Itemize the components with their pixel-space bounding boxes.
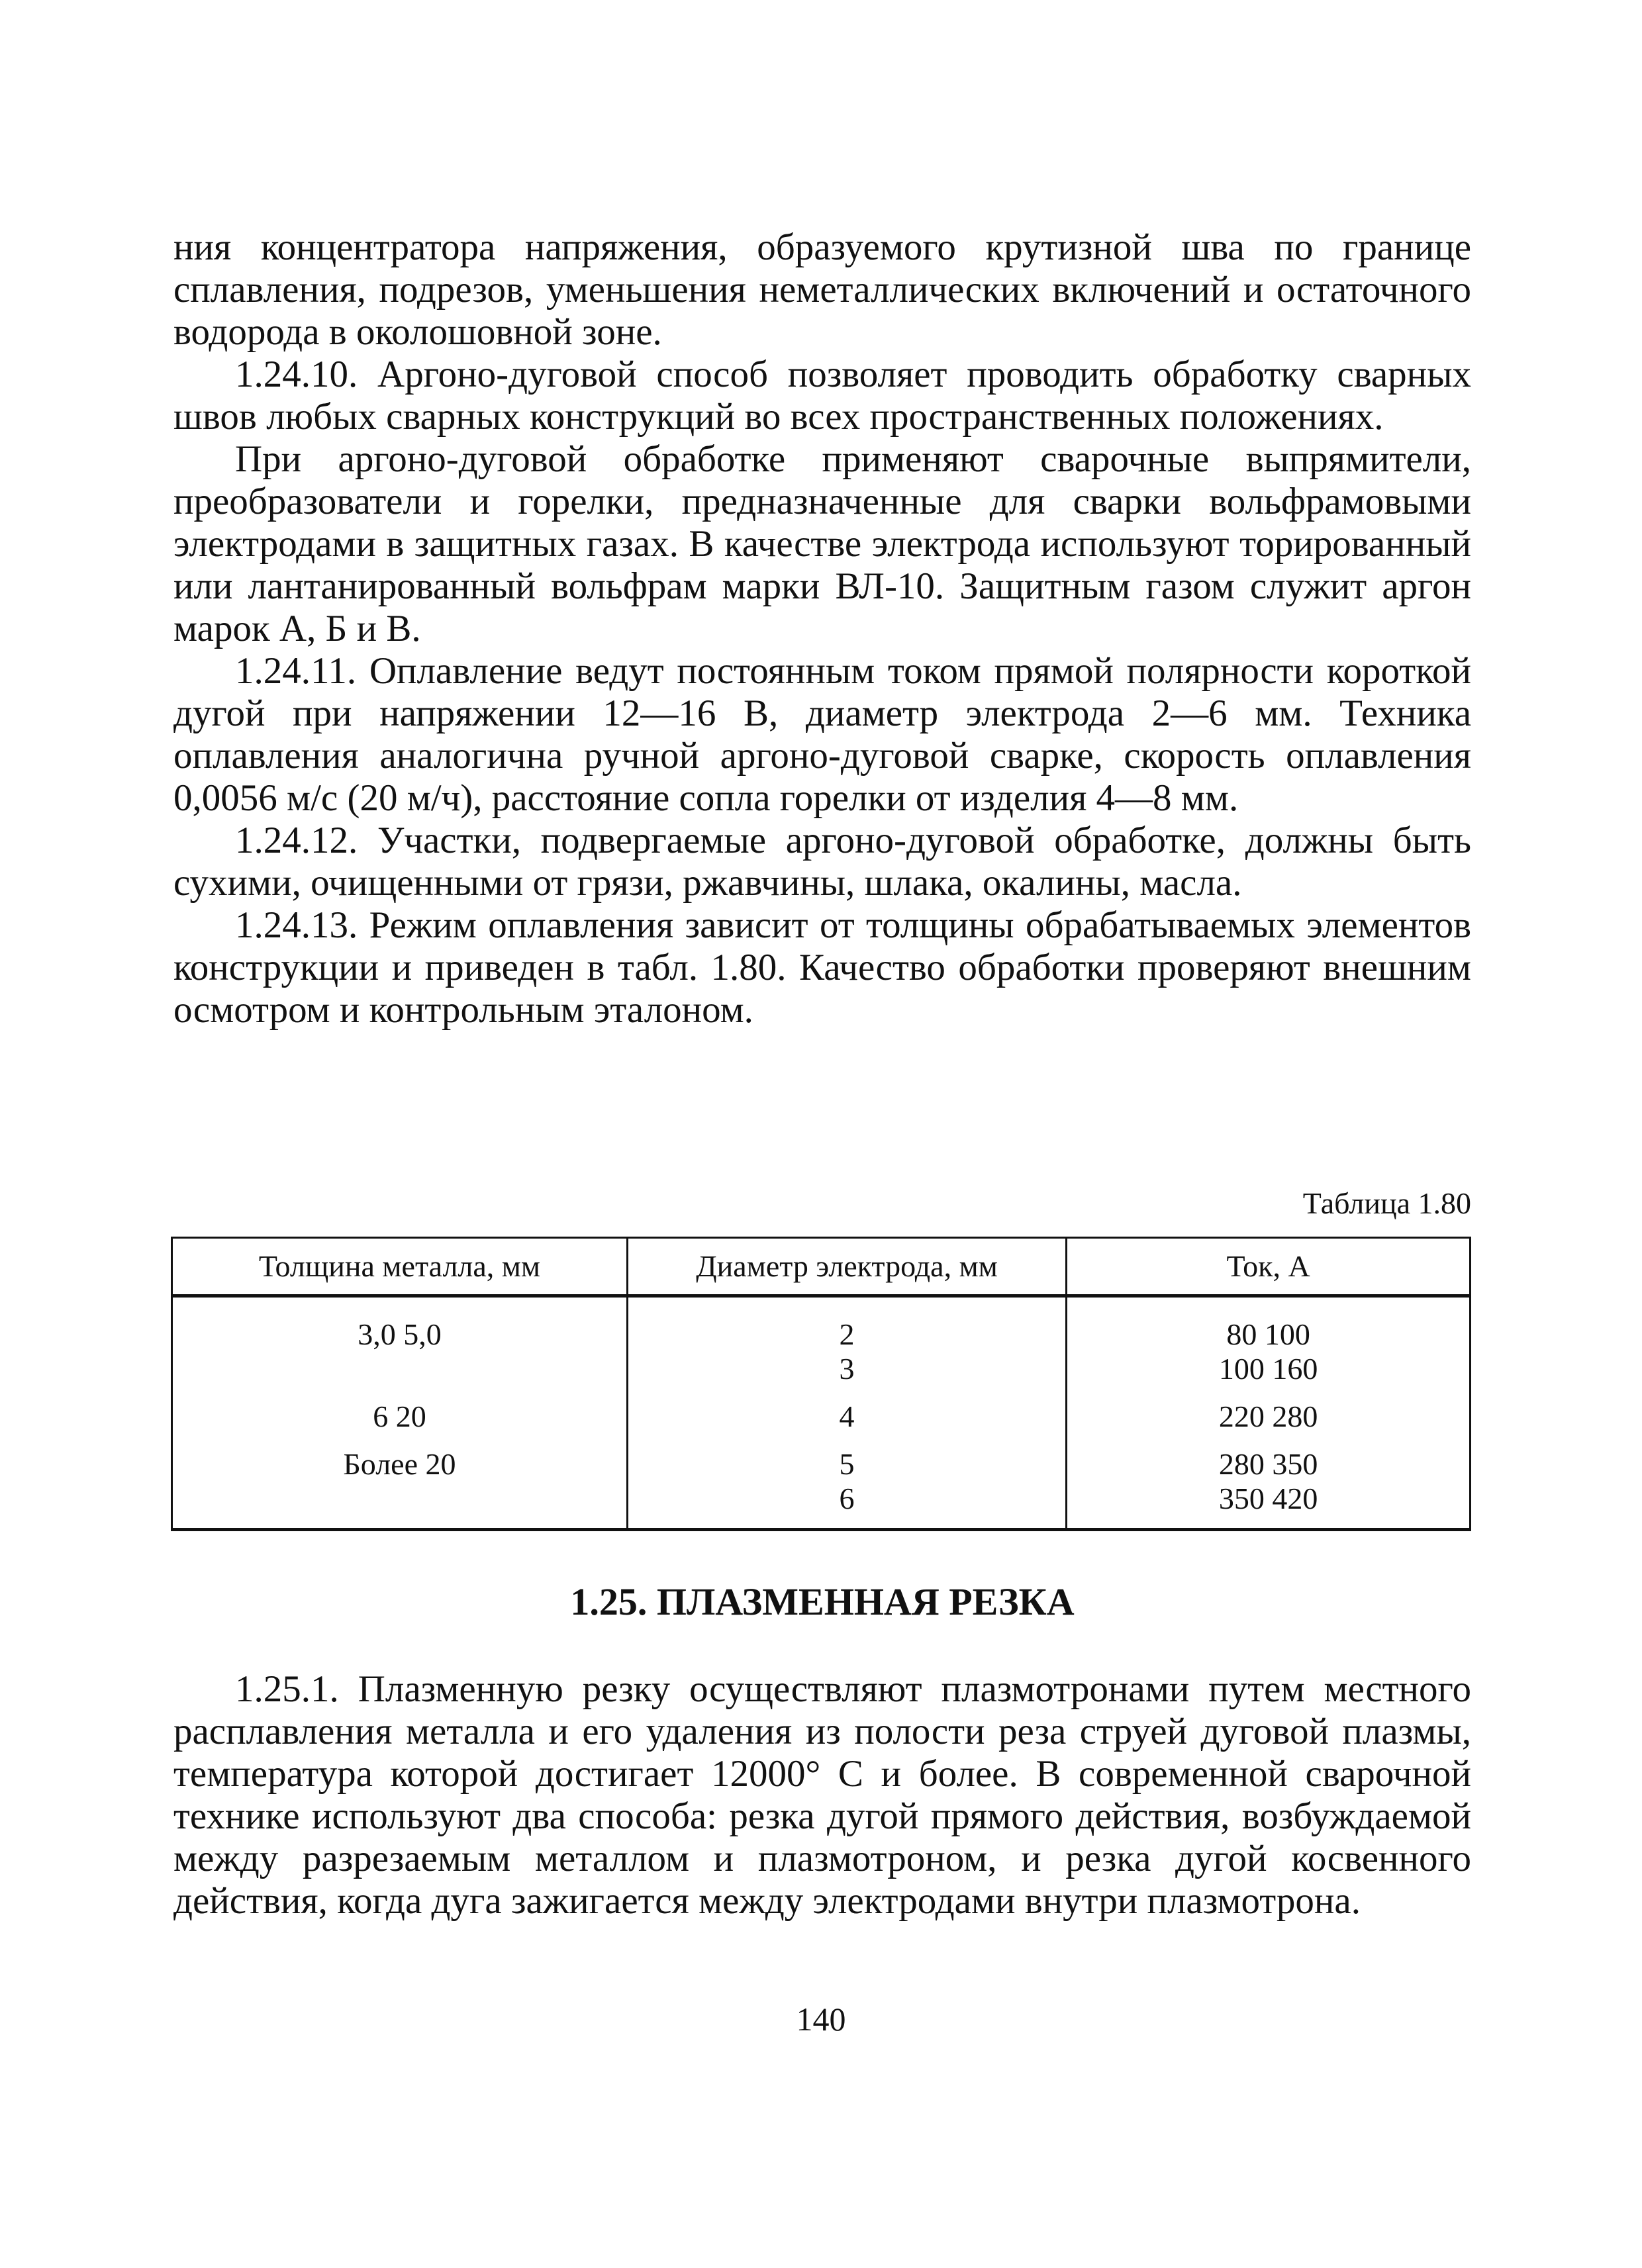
mode-table — [171, 1237, 1471, 1531]
cell-value: 6 — [839, 1482, 855, 1515]
cell-value: 350 420 — [1218, 1482, 1318, 1515]
cell-value: 3,0 5,0 — [358, 1317, 442, 1351]
page-number: 140 — [796, 2001, 846, 2038]
cell-value: 4 — [839, 1399, 855, 1433]
paragraph-1-24-13: 1.24.13. Режим оплавления зависит от толщины обрабатываемых элементов конструкции и приведен в табл. 1.80. Качество обработки проверяют внешним осмотром и контрольным эталоном. — [173, 904, 1471, 1031]
body-text-bottom — [173, 1668, 1471, 1922]
paragraph-1-24-10: 1.24.10. Аргоно-дуговой способ позволяет проводить обработку сварных швов любых сварных конструкций во всех пространственных положениях. — [173, 354, 1471, 438]
cell-value: Более 20 — [343, 1447, 456, 1481]
table-row — [172, 1395, 1471, 1443]
header-current: Ток, А — [1067, 1238, 1471, 1296]
cell-thickness — [172, 1395, 628, 1443]
paragraph-equipment: При аргоно-дуговой обработке применяют сварочные выпрямители, преобразователи и горелки, предназначенные для сварки вольфрамовыми электродами в защитных газах. В качестве электрода используют торированный или лантанированный вольфрам марки ВЛ-10. Защитным газом служит аргон марок А, Б и В. — [173, 438, 1471, 649]
cell-value: 80 100 — [1226, 1317, 1310, 1351]
table-row — [172, 1443, 1471, 1530]
table-header-row — [172, 1238, 1471, 1296]
cell-value: 2 — [839, 1317, 855, 1351]
paragraph-1-25-1: 1.25.1. Плазменную резку осуществляют плазмотронами путем местного расплавления металла и его удаления из полости реза струей дуговой плазмы, температура которой достигает 12000° С и более. В современной сварочной технике используют два способа: резка дугой прямого действия, возбуждаемой между разрезаемым металлом и плазмотроном, и резка дугой косвенного действия, когда дуга зажигается между электродами внутри плазмотрона. — [173, 1668, 1471, 1922]
cell-value: 280 350 — [1218, 1447, 1318, 1481]
paragraph-1-24-11: 1.24.11. Оплавление ведут постоянным током прямой полярности короткой дугой при напряжении 12—16 В, диаметр электрода 2—6 мм. Техника оплавления аналогична ручной аргоно-дуговой сварке, скорость оплавления 0,0056 м/с (20 м/ч), расстояние сопла горелки от изделия 4—8 мм. — [173, 650, 1471, 819]
cell-thickness — [172, 1443, 628, 1530]
cell-value: 100 160 — [1218, 1352, 1318, 1386]
section-heading: 1.25. ПЛАЗМЕННАЯ РЕЗКА — [570, 1580, 1075, 1623]
cell-current — [1067, 1395, 1471, 1443]
table-caption: Таблица 1.80 — [1302, 1186, 1471, 1220]
cell-diameter — [627, 1395, 1066, 1443]
cell-value: 6 20 — [373, 1399, 426, 1433]
cell-thickness — [172, 1296, 628, 1396]
paragraph-1-24-12: 1.24.12. Участки, подвергаемые аргоно-дуговой обработке, должны быть сухими, очищенными от грязи, ржавчины, шлака, окалины, масла. — [173, 820, 1471, 904]
table-row — [172, 1296, 1471, 1396]
cell-value: 5 — [839, 1447, 855, 1481]
body-text-top — [173, 226, 1471, 1031]
header-thickness: Толщина металла, мм — [172, 1238, 628, 1296]
cell-current — [1067, 1296, 1471, 1396]
header-diameter: Диаметр электрода, мм — [627, 1238, 1066, 1296]
paragraph-concentrator: ния концентратора напряжения, образуемого крутизной шва по границе сплавления, подрезов, уменьшения неметаллических включений и остаточного водорода в околошовной зоне. — [173, 226, 1471, 353]
cell-value: 220 280 — [1218, 1399, 1318, 1433]
cell-diameter — [627, 1443, 1066, 1530]
cell-diameter — [627, 1296, 1066, 1396]
cell-value: 3 — [839, 1352, 855, 1386]
cell-current — [1067, 1443, 1471, 1530]
